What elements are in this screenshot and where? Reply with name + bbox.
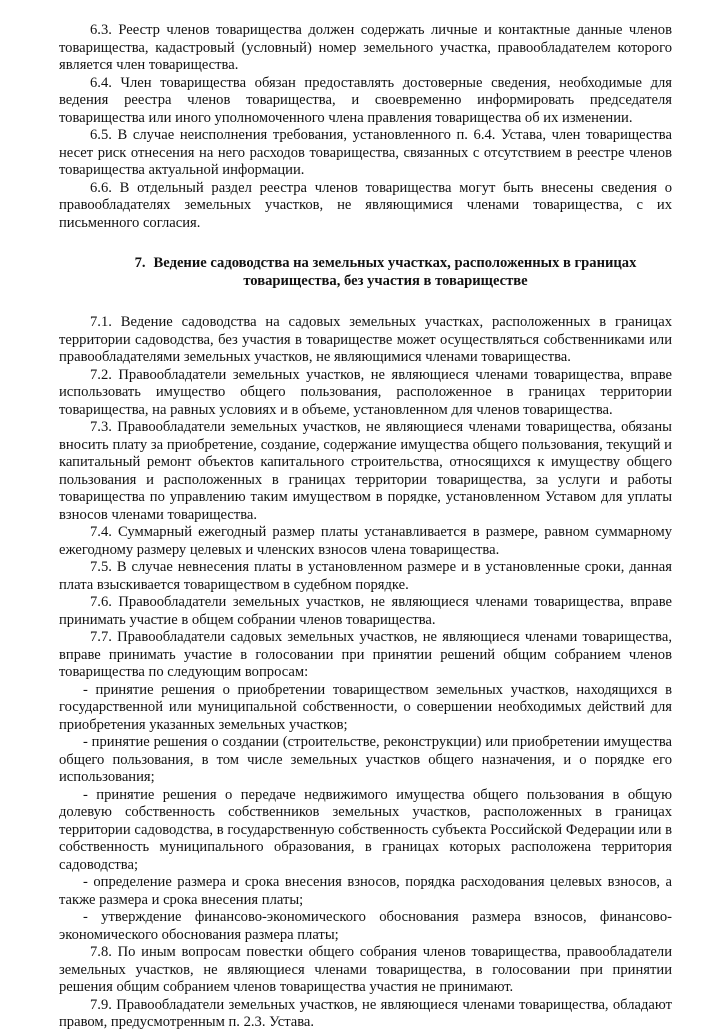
paragraph-6-4: 6.4. Член товарищества обязан предоставлять достоверные сведения, необходимые для ведения реестра членов товарищества, и своевременно информировать председателя товарищества или иного уполномоченного члена правления товарищества об их изменении. bbox=[59, 74, 672, 126]
paragraph-7-2: 7.2. Правообладатели земельных участков, не являющиеся членами товарищества, вправе использовать имущество общего пользования, расположенное в границах территории товарищества, на равных условиях и в объеме, установленном для членов товарищества. bbox=[59, 366, 672, 418]
list-item: - принятие решения о передаче недвижимого имущества общего пользования в общую долевую собственность собственников земельных участков, расположенных в границах территории садоводства, в государственную собственность субъекта Российской Федерации или в собственность муниципального образования, в границах которых расположена территория садоводства; bbox=[59, 786, 672, 873]
list-item: - принятие решения о приобретении товариществом земельных участков, находящихся в государственной или муниципальной собственности, о совершении необходимых действий для приобретения указанных земельных участков; bbox=[59, 681, 672, 733]
paragraph-7-1: 7.1. Ведение садоводства на садовых земельных участках, расположенных в границах территории садоводства, без участия в товариществе может осуществляться собственниками или правообладателями земельных участков, не являющимися членами товарищества. bbox=[59, 314, 672, 365]
section-7-heading bbox=[59, 254, 672, 290]
paragraph-7-5: 7.5. В случае невнесения платы в установленном размере и в установленные сроки, данная плата взыскивается товариществом в судебном порядке. bbox=[59, 559, 672, 593]
section-number: 7. bbox=[134, 255, 146, 271]
paragraph-7-9: 7.9. Правообладатели земельных участков, не являющиеся членами товарищества, обладают правом, предусмотренным п. 2.3. Устава. bbox=[59, 996, 672, 1030]
paragraph-6-5: 6.5. В случае неисполнения требования, установленного п. 6.4. Устава, член товарищества несет риск отнесения на него расходов товарищества, связанных с отсутствием в реестре членов товарищества актуальной информации. bbox=[59, 127, 672, 178]
paragraph-7-3: 7.3. Правообладатели земельных участков, не являющиеся членами товарищества, обязаны вносить плату за приобретение, создание, содержание имущества общего пользования, текущий и капитальный ремонт объектов капитального строительства, относящихся к имуществу общего пользования и расположенных в границах территории товарищества, за услуги и работы товарищества по управлению таким имуществом в порядке, установленном Уставом для уплаты взносов членами товарищества. bbox=[59, 419, 672, 523]
list-item: - утверждение финансово-экономического обоснования размера взносов, финансово-экономического обоснования размера платы; bbox=[59, 909, 672, 943]
paragraph-7-7: 7.7. Правообладатели садовых земельных участков, не являющиеся членами товарищества, вправе принимать участие в голосовании при принятии решений общим собранием членов товарищества по следующим вопросам: bbox=[59, 629, 672, 680]
paragraph-7-8: 7.8. По иным вопросам повестки общего собрания членов товарищества, правообладатели земельных участков, не являющиеся членами товарищества, в голосовании при принятии решения общим собранием членов товарищества участия не принимают. bbox=[59, 944, 672, 995]
paragraph-7-6: 7.6. Правообладатели земельных участков, не являющиеся членами товарищества, вправе принимать участие в общем собрании членов товарищества. bbox=[59, 594, 672, 628]
list-item: - определение размера и срока внесения взносов, порядка расходования целевых взносов, а также размера и срока внесения платы; bbox=[59, 874, 672, 908]
paragraph-7-4: 7.4. Суммарный ежегодный размер платы устанавливается в размере, равном суммарному ежегодному размеру целевых и членских взносов члена товарищества. bbox=[59, 524, 672, 558]
paragraph-6-6: 6.6. В отдельный раздел реестра членов товарищества могут быть внесены сведения о правообладателях земельных участков, не являющимися членами товарищества, с их письменного согласия. bbox=[59, 179, 672, 231]
paragraph-6-3: 6.3. Реестр членов товарищества должен содержать личные и контактные данные членов товарищества, кадастровый (условный) номер земельного участка, правообладателем которого является член товарищества. bbox=[59, 22, 672, 73]
section-title: Ведение садоводства на земельных участках, расположенных в границах товарищества, без участия в товариществе bbox=[153, 255, 637, 289]
list-item: - принятие решения о создании (строительстве, реконструкции) или приобретении имущества общего пользования, в том числе земельных участков общего назначения, и о порядке его использования; bbox=[59, 734, 672, 785]
